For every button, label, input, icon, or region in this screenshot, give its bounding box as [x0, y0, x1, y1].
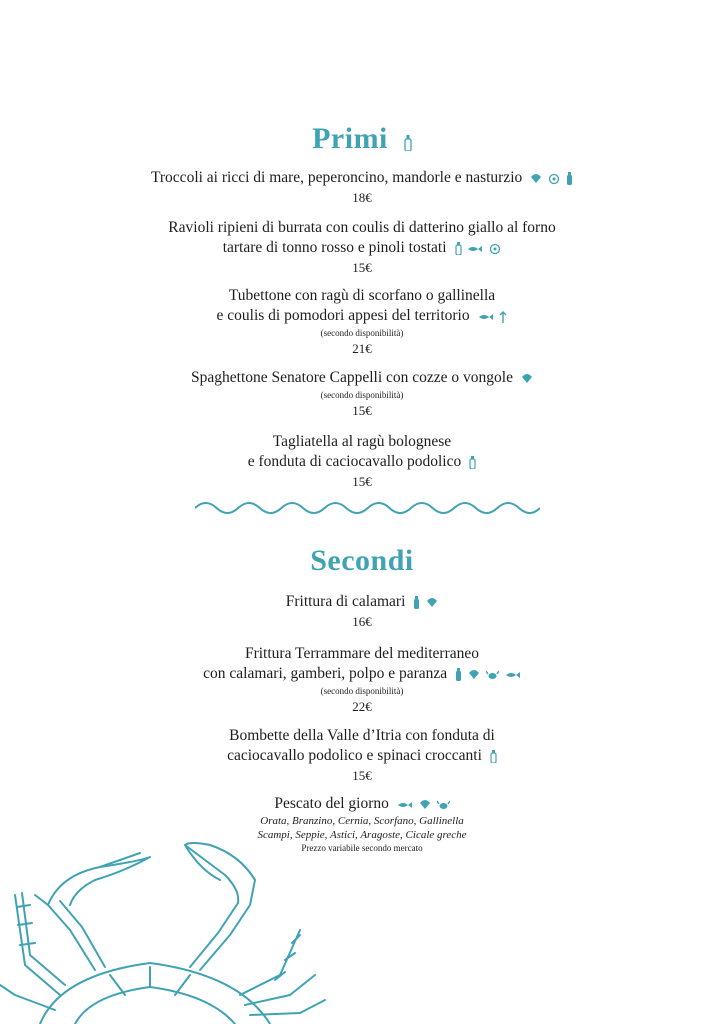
dish-price: 15€	[352, 260, 372, 276]
dish-item	[0, 286, 724, 357]
bottle-icon	[455, 668, 462, 681]
fish-icon	[467, 245, 483, 253]
dish-line: Frittura Terrammare del mediterraneo	[244, 645, 480, 662]
dish-item	[0, 168, 724, 206]
dish-line: caciocavallo podolico e spinaci croccanti	[0, 746, 724, 766]
crab-icon	[486, 670, 499, 680]
primi-title-text: Primi	[312, 122, 388, 155]
bottle-icon	[566, 172, 573, 185]
urchin-icon	[489, 243, 501, 255]
dish-item	[0, 218, 724, 276]
dish-price: 15€	[352, 768, 372, 784]
shell-icon	[521, 373, 533, 384]
shell-icon	[419, 799, 431, 810]
dish-line: Tagliatella al ragù bolognese	[272, 433, 452, 450]
bottle-icon	[469, 456, 476, 469]
dish-description: Scampi, Seppie, Astici, Aragoste, Cicale greche	[257, 829, 467, 842]
fish-icon	[397, 801, 413, 809]
dish-description: Orata, Branzino, Cernia, Scorfano, Gallinella	[260, 815, 464, 828]
dish-line: tartare di tonno rosso e pinoli tostati	[0, 238, 724, 258]
dish-item	[0, 368, 724, 419]
dish-note: (secondo disponibilità)	[320, 686, 404, 697]
dish-note: (secondo disponibilità)	[320, 328, 404, 339]
bottle-icon	[413, 596, 420, 609]
fish-icon	[505, 671, 521, 679]
shell-icon	[468, 669, 480, 680]
dish-line: Pescato del giorno	[0, 794, 724, 814]
dish-line: Bombette della Valle d’Itria con fonduta di	[229, 727, 495, 744]
dish-line: Tubettone con ragù di scorfano o gallinella	[228, 287, 496, 304]
wheat-icon	[499, 310, 507, 323]
dish-price-note: Prezzo variabile secondo mercato	[301, 843, 423, 854]
crab-illustration	[0, 835, 330, 1024]
dish-note: (secondo disponibilità)	[320, 390, 404, 401]
crab-icon	[437, 800, 450, 810]
bottle-icon	[402, 124, 412, 158]
dish-price: 15€	[352, 474, 372, 490]
dish-item	[0, 592, 724, 630]
dish-line: e coulis di pomodori appesi del territorio	[0, 306, 724, 326]
bottle-icon	[455, 242, 462, 255]
dish-line: Troccoli ai ricci di mare, peperoncino, mandorle e nasturzio	[0, 168, 724, 188]
shell-icon	[426, 597, 438, 608]
dish-price: 18€	[352, 190, 372, 206]
dish-item	[0, 644, 724, 715]
dish-price: 21€	[352, 341, 372, 357]
wave-divider	[195, 496, 540, 520]
dish-line: Spaghettone Senatore Cappelli con cozze o vongole	[0, 368, 724, 388]
dish-line: Frittura di calamari	[0, 592, 724, 612]
dish-line: e fonduta di caciocavallo podolico	[0, 452, 724, 472]
dish-price: 15€	[352, 403, 372, 419]
bottle-icon	[490, 750, 497, 763]
dish-line: Ravioli ripieni di burrata con coulis di datterino giallo al forno	[168, 219, 556, 236]
secondi-title: Secondi	[310, 544, 414, 577]
urchin-icon	[548, 173, 560, 185]
dish-price: 16€	[352, 614, 372, 630]
dish-price: 22€	[352, 699, 372, 715]
primi-title	[0, 122, 724, 158]
fish-icon	[478, 313, 494, 321]
dish-item	[0, 432, 724, 490]
dish-item	[0, 726, 724, 784]
dish-line: con calamari, gamberi, polpo e paranza	[0, 664, 724, 684]
shell-icon	[530, 173, 542, 184]
